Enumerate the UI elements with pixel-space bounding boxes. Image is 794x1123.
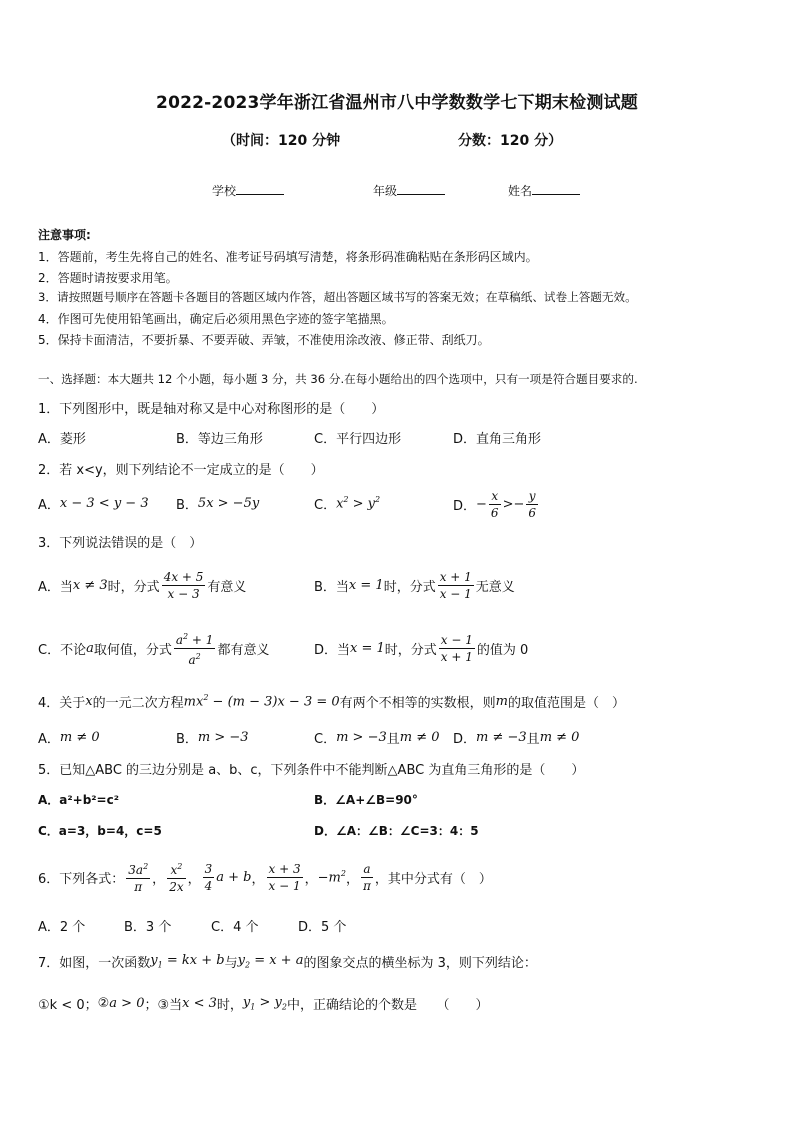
q5-option-d: D．∠A：∠B：∠C=3：4：5 bbox=[314, 824, 479, 838]
note-item: 5．保持卡面清洁，不要折暴、不要弄破、弄皱，不准使用涂改液、修正带、刮纸刀。 bbox=[38, 333, 490, 347]
fraction: $\frac{3}{4}$ bbox=[204, 861, 213, 893]
section-heading: 一、选择题：本大题共 12 个小题，每小题 3 分，共 36 分.在每小题给出的四个选项中，只有一项是符合题目要求的. bbox=[38, 372, 638, 386]
q3-option-d: D．当 x = 1 时，分式 $\frac{x - 1}{x + 1}$ 的值为 0 bbox=[314, 632, 529, 664]
q6-option-c: C．4 个 bbox=[211, 920, 259, 935]
q5-option-b: B．∠A+∠B=90° bbox=[314, 793, 418, 807]
question-1-stem: 1．下列图形中，既是轴对称又是中心对称图形的是（ ） bbox=[38, 402, 385, 417]
q4-equation: $mx^2 - (m - 3)x - 3 = 0$ bbox=[183, 692, 340, 710]
q6-option-d: D．5 个 bbox=[298, 920, 347, 935]
q1-option-c: C．平行四边形 bbox=[314, 432, 402, 447]
school-blank[interactable] bbox=[236, 182, 284, 195]
fraction: $\frac{x - 1}{x + 1}$ bbox=[440, 632, 473, 664]
fraction: $\frac{a}{\pi}$ bbox=[362, 861, 371, 893]
q7-conclusions: ①k < 0； ② a > 0 ； ③当 x < 3 时， $y_1 > y_2$ 中，正确结论的个数是 （ ） bbox=[38, 994, 489, 1013]
grade-label: 年级 bbox=[373, 184, 398, 198]
name-field[interactable] bbox=[508, 182, 580, 199]
school-label: 学校 bbox=[212, 184, 237, 198]
note-item: 2．答题时请按要求用笔。 bbox=[38, 271, 178, 285]
question-7-stem: 7．如图，一次函数 $y_1$ = kx + b 与 $y_2 = x + a$ 的图象交点的横坐标为 3，则下列结论： bbox=[38, 952, 537, 971]
name-blank[interactable] bbox=[532, 182, 580, 195]
q2-option-a: A． x − 3 < y − 3 bbox=[38, 495, 149, 513]
question-5-stem: 5．已知△ABC 的三边分别是 a、b、c，下列条件中不能判断△ABC 为直角三角形的是（ ） bbox=[38, 763, 585, 778]
q3-option-c: C．不论 a 取何值，分式 $\frac{a^2 + 1}{a^2}$ 都有意义 bbox=[38, 628, 269, 668]
q2-option-c: C． $x^2 > y^2$ bbox=[314, 494, 381, 513]
fraction: $\frac{a^2 + 1}{a^2}$ bbox=[174, 629, 216, 668]
q4-option-d: D． m ≠ −3 且 m ≠ 0 bbox=[453, 730, 580, 747]
fraction: $\frac{4x + 5}{x - 3}$ bbox=[163, 569, 204, 601]
fraction: $\frac{x}{6}$ bbox=[490, 488, 499, 520]
q2-option-d: D． − $\frac{x}{6}$ >− $\frac{y}{6}$ bbox=[453, 488, 536, 520]
note-item: 1．答题前，考生先将自己的姓名、准考证号码填写清楚，将条形码准确粘贴在条形码区域内。 bbox=[38, 250, 538, 264]
note-item: 4．作图可先使用铅笔画出，确定后必须用黑色字迹的签字笔描黑。 bbox=[38, 312, 394, 326]
q6-option-b: B．3 个 bbox=[124, 920, 172, 935]
q4-option-c: C． m > −3 且 m ≠ 0 bbox=[314, 730, 440, 747]
question-6-stem: 6．下列各式： $\frac{3a^2}{\pi}$ ， $\frac{x^2}{2x}$ ， $\frac{3}{4}$ a + b ， $\frac{x + 3}{x - 1}$ ， $-m^2$ ， $\frac{a}{\pi}$ ，其中分式有（ ） bbox=[38, 856, 492, 898]
notes-heading: 注意事项: bbox=[38, 228, 91, 242]
question-3-stem: 3．下列说法错误的是（ ） bbox=[38, 536, 203, 551]
question-4-stem: 4．关于 x 的一元二次方程 $mx^2 - (m - 3)x - 3 = 0$ 有两个不相等的实数根，则 m 的取值范围是（ ） bbox=[38, 692, 626, 711]
q2-c-math: $x^2 > y^2$ bbox=[336, 494, 381, 512]
fraction: $\frac{x + 1}{x - 1}$ bbox=[439, 569, 472, 601]
q1-option-a: A．菱形 bbox=[38, 432, 86, 447]
q3-option-a: A．当 x ≠ 3 时，分式 $\frac{4x + 5}{x - 3}$ 有意义 bbox=[38, 569, 247, 601]
q2-a-math: x − 3 < y − 3 bbox=[59, 495, 149, 511]
note-item: 3．请按照题号顺序在答题卡各题目的答题区域内作答，超出答题区域书写的答案无效；在草稿纸、试卷上答题无效。 bbox=[38, 290, 637, 304]
fraction: $\frac{3a^2}{\pi}$ bbox=[126, 859, 150, 895]
grade-field[interactable] bbox=[373, 182, 445, 199]
exam-score: 分数：120 分） bbox=[458, 133, 563, 149]
exam-time: （时间：120 分钟 bbox=[222, 133, 341, 149]
q1-option-b: B．等边三角形 bbox=[176, 432, 263, 447]
name-label: 姓名 bbox=[508, 184, 533, 198]
q2-b-math: 5x > −5y bbox=[197, 495, 260, 511]
q5-option-c: C．a=3，b=4，c=5 bbox=[38, 824, 162, 838]
q4-option-b: B． m > −3 bbox=[176, 730, 249, 747]
school-field[interactable] bbox=[212, 182, 284, 199]
fraction: $\frac{x + 3}{x - 1}$ bbox=[268, 861, 301, 893]
grade-blank[interactable] bbox=[397, 182, 445, 195]
q2-option-b: B． 5x > −5y bbox=[176, 495, 260, 513]
q4-option-a: A． m ≠ 0 bbox=[38, 730, 100, 747]
fraction: $\frac{x^2}{2x}$ bbox=[167, 859, 185, 895]
q1-option-d: D．直角三角形 bbox=[453, 432, 542, 447]
fraction: $\frac{y}{6}$ bbox=[528, 488, 536, 520]
q5-option-a: A．a²+b²=c² bbox=[38, 793, 119, 807]
question-2-stem: 2．若 x<y，则下列结论不一定成立的是（ ） bbox=[38, 463, 324, 478]
q3-option-b: B．当 x = 1 时，分式 $\frac{x + 1}{x - 1}$ 无意义 bbox=[314, 569, 515, 601]
q6-option-a: A．2 个 bbox=[38, 920, 86, 935]
page-title: 2022-2023学年浙江省温州市八中学数数学七下期末检测试题 bbox=[156, 93, 638, 113]
